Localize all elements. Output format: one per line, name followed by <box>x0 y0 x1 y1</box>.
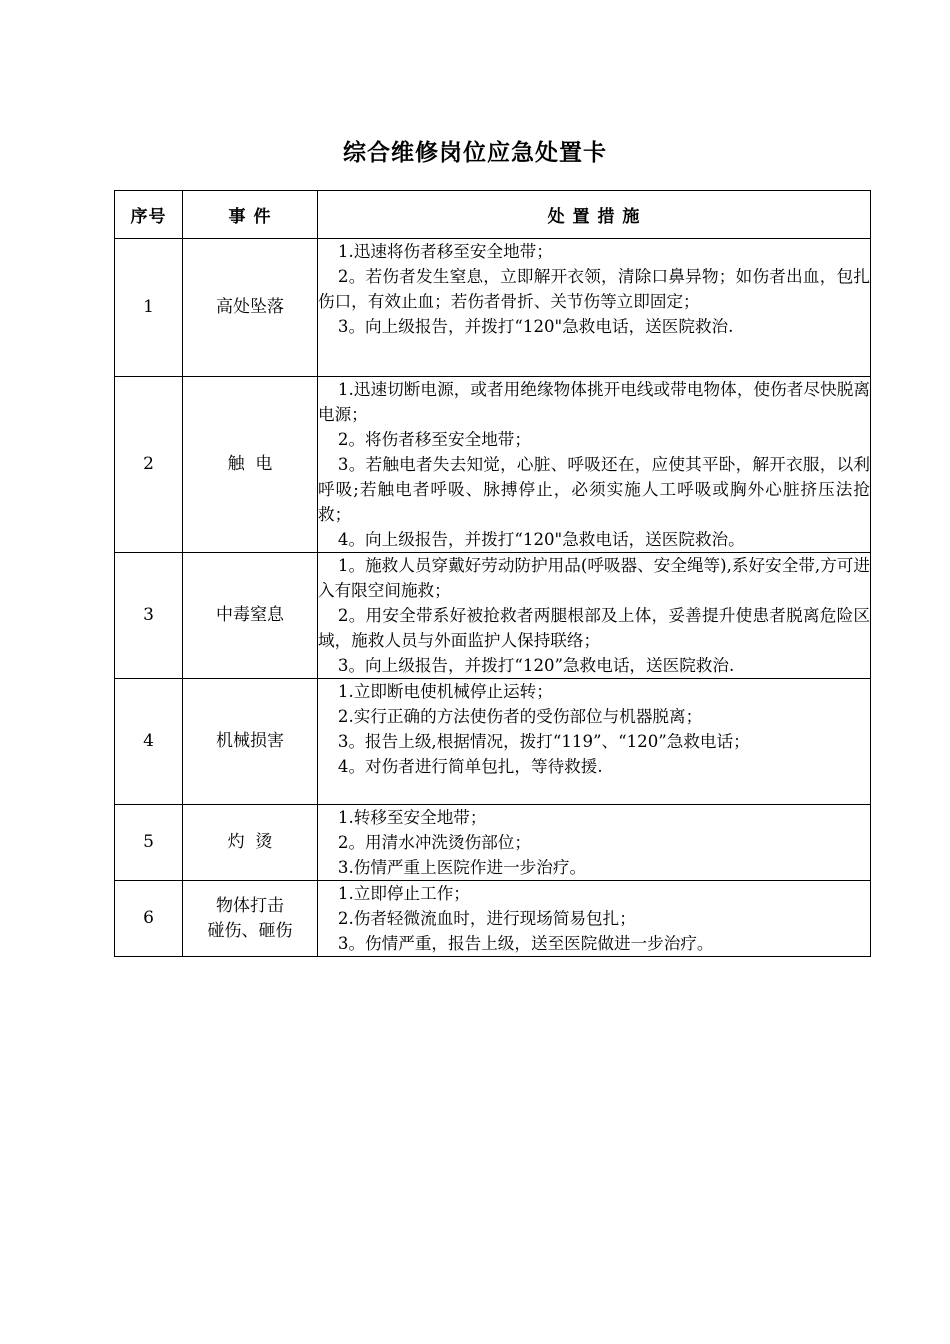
table-row <box>115 553 871 679</box>
row-measures <box>318 239 871 377</box>
row-measures <box>318 881 871 957</box>
row-number: 2 <box>115 377 183 553</box>
measure-item: 2。将伤者移至安全地带； <box>337 430 531 449</box>
table-row <box>115 377 871 553</box>
table-row <box>115 881 871 957</box>
event-label: 触 电 <box>227 454 273 474</box>
row-number: 6 <box>115 881 183 957</box>
row-event <box>183 881 318 957</box>
row-number: 3 <box>115 553 183 679</box>
header-measures: 处 置 措 施 <box>318 191 871 239</box>
page-title: 综合维修岗位应急处置卡 <box>343 140 607 166</box>
row-measures <box>318 553 871 679</box>
event-label: 中毒窒息 <box>216 605 284 625</box>
measure-item: 2.实行正确的方法使伤者的受伤部位与机器脱离； <box>337 707 703 726</box>
header-number: 序号 <box>115 191 183 239</box>
table-header-row <box>115 191 871 239</box>
row-event <box>183 377 318 553</box>
measure-item: 3。若触电者失去知觉，心脏、呼吸还在，应使其平卧，解开衣服，以利呼吸;若触电者呼吸、脉搏停止，必须实施人工呼吸或胸外心脏挤压法抢救； <box>318 455 870 524</box>
measure-item: 4。向上级报告，并拨打“120"急救电话，送医院救治。 <box>337 530 745 549</box>
measure-item: 1。施救人员穿戴好劳动防护用品(呼吸器、安全绳等),系好安全带,方可进入有限空间施救； <box>318 556 870 600</box>
header-event: 事 件 <box>183 191 318 239</box>
event-label: 物体打击 <box>216 895 284 916</box>
measure-item: 3.伤情严重上医院作进一步治疗。 <box>337 858 587 877</box>
measure-item: 2。若伤者发生窒息，立即解开衣领，清除口鼻异物；如伤者出血，包扎伤口，有效止血；若伤者骨折、关节伤等立即固定； <box>318 267 870 311</box>
row-event <box>183 553 318 679</box>
measure-item: 3。向上级报告，并拨打“120"急救电话，送医院救治. <box>337 317 734 336</box>
measure-item: 1.立即停止工作； <box>337 884 470 903</box>
row-measures <box>318 377 871 553</box>
row-event <box>183 805 318 881</box>
measure-item: 4。对伤者进行简单包扎，等待救援. <box>337 757 603 776</box>
measure-item: 2.伤者轻微流血时，进行现场简易包扎； <box>337 909 636 928</box>
measure-item: 2。用安全带系好被抢救者两腿根部及上体，妥善提升使患者脱离危险区域，施救人员与外面监护人保持联络； <box>318 606 870 650</box>
event-label: 灼 烫 <box>227 832 273 852</box>
measure-item: 2。用清水冲洗烫伤部位； <box>337 833 531 852</box>
table-body <box>115 239 871 957</box>
table-row <box>115 679 871 805</box>
measure-item: 1.迅速切断电源，或者用绝缘物体挑开电线或带电物体，使伤者尽快脱离电源； <box>318 380 870 424</box>
measure-item: 1.迅速将伤者移至安全地带； <box>337 242 553 261</box>
table-row <box>115 239 871 377</box>
row-number: 5 <box>115 805 183 881</box>
measure-item: 3。伤情严重，报告上级，送至医院做进一步治疗。 <box>337 934 714 953</box>
measure-item: 1.立即断电使机械停止运转； <box>337 682 553 701</box>
row-measures <box>318 679 871 805</box>
row-measures <box>318 805 871 881</box>
table-row <box>115 805 871 881</box>
event-label: 机械损害 <box>216 731 284 751</box>
measure-item: 3。报告上级,根据情况，拨打“119”、“120”急救电话； <box>337 732 750 751</box>
row-event <box>183 239 318 377</box>
measure-item: 1.转移至安全地带； <box>337 808 487 827</box>
event-label: 碰伤、砸伤 <box>207 920 293 941</box>
row-event <box>183 679 318 805</box>
measure-item: 3。向上级报告，并拨打“120”急救电话，送医院救治. <box>337 656 735 675</box>
event-label: 高处坠落 <box>216 297 284 317</box>
row-number: 1 <box>115 239 183 377</box>
row-number: 4 <box>115 679 183 805</box>
emergency-table <box>114 190 871 957</box>
